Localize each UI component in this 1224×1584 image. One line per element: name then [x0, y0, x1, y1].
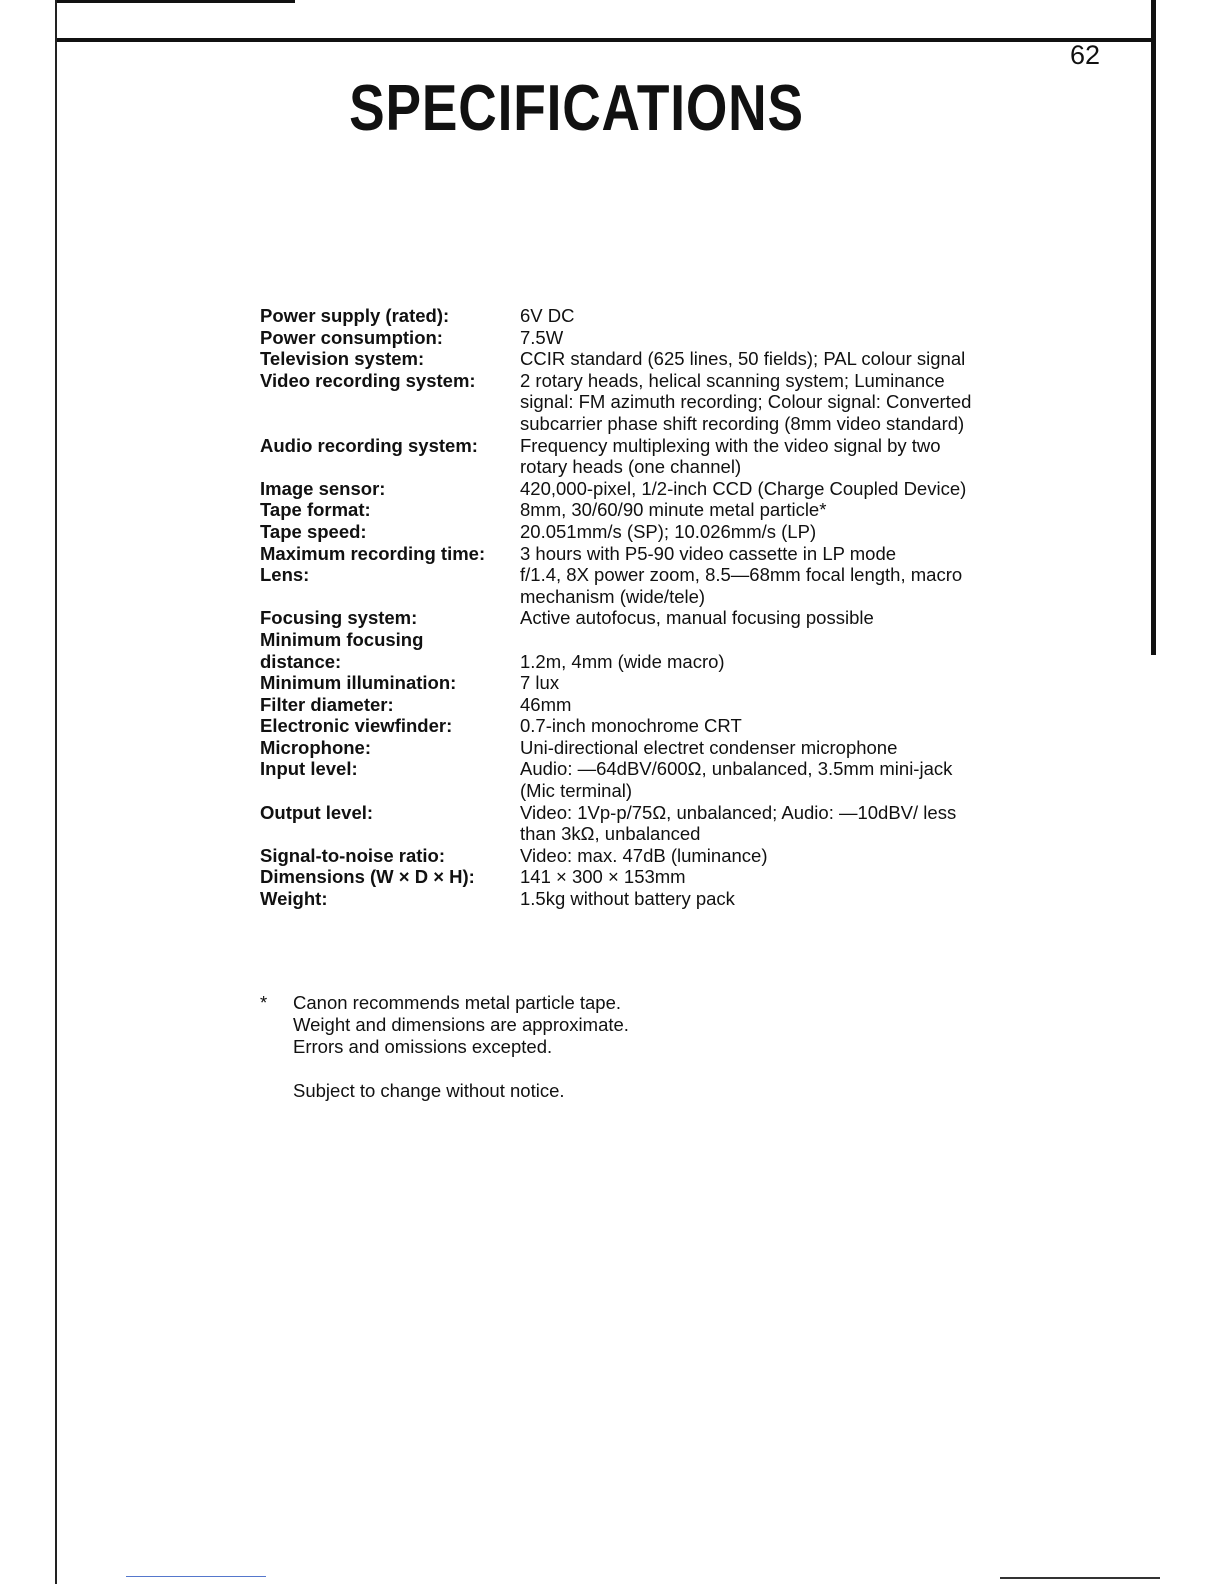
spec-row — [260, 370, 980, 435]
spec-label: Minimum focusing distance: — [260, 628, 424, 672]
spec-value: Audio: —64dBV/600Ω, unbalanced, 3.5mm mini-jack (Mic terminal) — [520, 758, 953, 802]
footnote-asterisk: * — [260, 992, 268, 1013]
spec-value: 2 rotary heads, helical scanning system; Luminance signal: FM azimuth recording; Colour signal: Converted subcarrier phase shift recording (8mm video standard) — [520, 369, 972, 434]
top-rule — [55, 38, 1155, 42]
spec-label: Power consumption: — [260, 326, 443, 348]
spec-label: Filter diameter: — [260, 693, 394, 715]
spec-row — [260, 348, 980, 370]
footnotes — [260, 992, 860, 1058]
spec-value: 420,000-pixel, 1/2-inch CCD (Charge Coupled Device) — [520, 477, 967, 499]
spec-label: Tape speed: — [260, 520, 367, 542]
spec-label: Maximum recording time: — [260, 542, 486, 564]
spec-value: CCIR standard (625 lines, 50 fields); PAL colour signal — [520, 348, 966, 370]
spec-label: Input level: — [260, 758, 358, 780]
bottom-rule — [1000, 1577, 1160, 1579]
spec-value: 8mm, 30/60/90 minute metal particle* — [520, 499, 827, 521]
spec-label: Image sensor: — [260, 477, 386, 499]
spec-row — [260, 543, 980, 565]
spec-label: Minimum illumination: — [260, 672, 457, 694]
spec-value: 20.051mm/s (SP); 10.026mm/s (LP) — [520, 520, 817, 542]
spec-row — [260, 802, 980, 845]
spec-row — [260, 499, 980, 521]
footnote-line: Errors and omissions excepted. — [293, 1036, 553, 1057]
page-title: SPECIFICATIONS — [349, 71, 804, 144]
spec-value: Video: max. 47dB (luminance) — [520, 844, 768, 866]
spec-label: Weight: — [260, 888, 328, 910]
specifications-table — [260, 305, 980, 910]
spec-row — [260, 758, 980, 801]
spec-value: 0.7-inch monochrome CRT — [520, 715, 742, 737]
spec-row — [260, 737, 980, 759]
spec-label: Lens: — [260, 564, 310, 586]
spec-row — [260, 694, 980, 716]
spec-value: 141 × 300 × 153mm — [520, 866, 686, 888]
left-binding-rule — [55, 0, 57, 1584]
spec-value: 7.5W — [520, 326, 564, 348]
spec-value: 7 lux — [520, 672, 560, 694]
spec-value: Active autofocus, manual focusing possible — [520, 607, 874, 629]
spec-label: Microphone: — [260, 736, 371, 758]
footnote-line: Weight and dimensions are approximate. — [293, 1014, 629, 1035]
bottom-left-rule — [126, 1576, 266, 1577]
change-notice: Subject to change without notice. — [293, 1080, 565, 1101]
spec-value: 6V DC — [520, 305, 575, 326]
spec-row — [260, 521, 980, 543]
top-short-rule — [55, 0, 295, 3]
spec-row — [260, 607, 980, 629]
spec-row — [260, 715, 980, 737]
spec-row — [260, 435, 980, 478]
spec-row — [260, 845, 980, 867]
spec-row — [260, 305, 980, 327]
spec-label: Dimensions (W × D × H): — [260, 866, 475, 888]
page-number: 62 — [1070, 40, 1101, 70]
spec-row — [260, 327, 980, 349]
spec-value: Uni-directional electret condenser microphone — [520, 736, 898, 758]
spec-label: Output level: — [260, 801, 374, 823]
spec-label: Signal-to-noise ratio: — [260, 844, 445, 866]
spec-label: Television system: — [260, 348, 425, 370]
spec-label: Video recording system: — [260, 369, 476, 391]
spec-label: Electronic viewfinder: — [260, 715, 453, 737]
spec-value: 46mm — [520, 693, 572, 715]
spec-value: 1.2m, 4mm (wide macro) — [520, 650, 725, 672]
spec-value: f/1.4, 8X power zoom, 8.5—68mm focal length, macro mechanism (wide/tele) — [520, 564, 963, 607]
spec-row — [260, 629, 980, 672]
spec-value: Frequency multiplexing with the video signal by two rotary heads (one channel) — [520, 434, 941, 478]
right-rule — [1151, 0, 1156, 655]
spec-value: 3 hours with P5-90 video cassette in LP mode — [520, 542, 897, 564]
spec-row — [260, 564, 980, 607]
spec-row — [260, 478, 980, 500]
spec-row — [260, 888, 980, 910]
spec-row — [260, 672, 980, 694]
spec-value: Video: 1Vp-p/75Ω, unbalanced; Audio: —10dBV/ less than 3kΩ, unbalanced — [520, 801, 957, 845]
spec-value: 1.5kg without battery pack — [520, 888, 735, 910]
spec-label: Audio recording system: — [260, 434, 478, 456]
spec-label: Tape format: — [260, 499, 371, 521]
spec-label: Power supply (rated): — [260, 305, 450, 326]
spec-row — [260, 866, 980, 888]
spec-label: Focusing system: — [260, 607, 418, 629]
footnote-line: Canon recommends metal particle tape. — [293, 992, 622, 1013]
